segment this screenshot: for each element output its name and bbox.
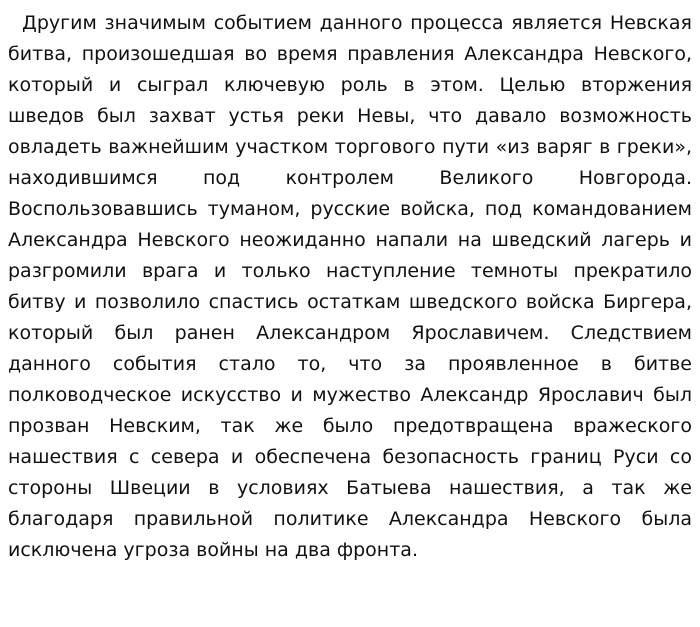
document-page — [8, 8, 692, 566]
body-paragraph: Другим значимым событием данного процесса является Невская битва, произошедшая во время правления Александра Невского, который и сыграл ключевую роль в этом. Целью вторжения шведов был захват устья реки Невы, что давало возможность овладеть важнейшим участком торгового пути «из варяг в греки», находившимся под контролем Великого Новгорода. Воспользовавшись туманом, русские войска, под командованием Александра Невского неожиданно напали на шведский лагерь и разгромили врага и только наступление темноты прекратило битву и позволило спастись остаткам шведского войска Биргера, который был ранен Александром Ярославичем. Следствием данного события стало то, что за проявленное в битве полководческое искусство и мужество Александр Ярославич был прозван Невским, так же было предотвращена вражеского нашествия с севера и обеспечена безопасность границ Руси со стороны Швеции в условиях Батыева нашествия, а так же благодаря правильной политике Александра Невского была исключена угроза войны на два фронта. — [8, 12, 692, 561]
